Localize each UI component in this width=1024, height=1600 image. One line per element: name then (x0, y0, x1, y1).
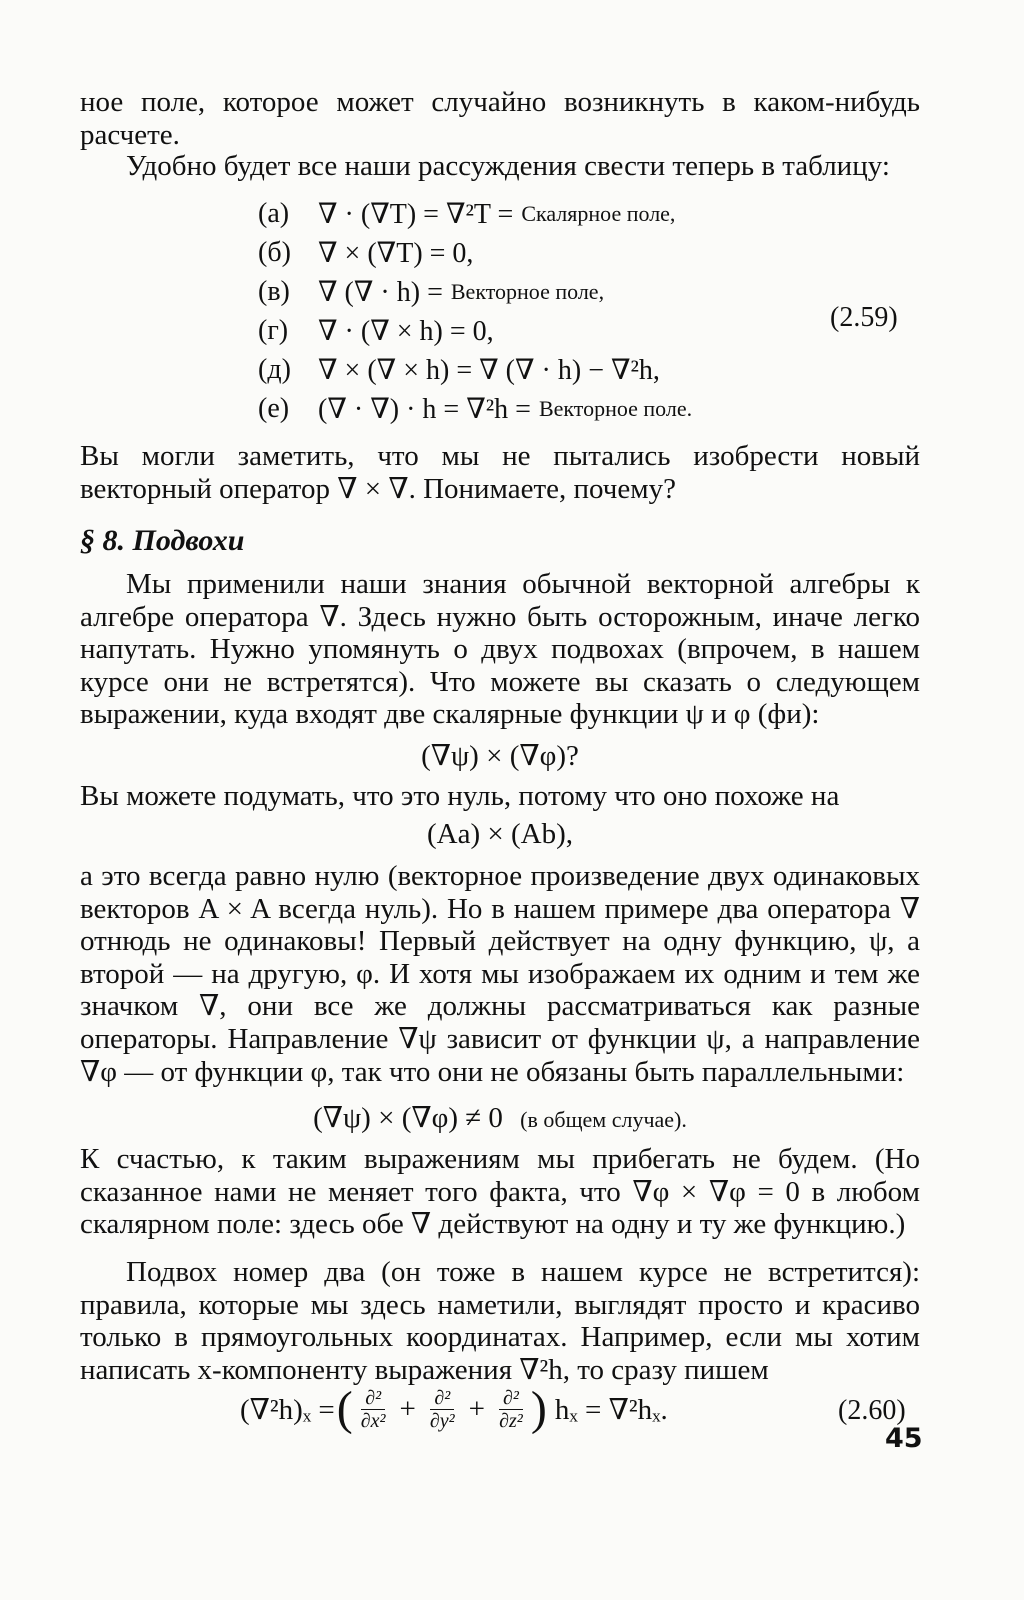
fraction-y: $\frac{\text{∂²}}{\text{∂y²}}$ (429, 1386, 455, 1432)
formula-laplacian-component: (∇²h)ₓ = ( $\frac{\text{∂²}}{\text{∂x²}}$ + $\frac{\text{∂²}}{\text{∂y²}}$ + $\frac{\text{∂²}}{\text{∂z²}}$ ) hₓ = ∇²hₓ. (240, 1382, 668, 1435)
equation-number-260: (2.60) (838, 1395, 906, 1426)
section-heading: § 8. Подвохи (80, 524, 245, 557)
equation-row-v: (в) ∇ (∇ · h) = Векторное поле, (258, 275, 605, 308)
paragraph-question: Вы могли заметить, что мы не пытались изобрести новый векторный оператор ∇ × ∇. Понимаете, почему? (80, 440, 920, 505)
formula-not-zero: (∇ψ) × (∇φ) ≠ 0 (в общем случае). (313, 1102, 687, 1134)
fraction-z: $\frac{\text{∂²}}{\text{∂z²}}$ (499, 1386, 523, 1432)
paragraph-pitfalls-intro: Мы применили наши знания обычной векторной алгебры к алгебре оператора ∇. Здесь нужно быть осторожным, иначе легко напутать. Нужно упомянуть о двух подвохах (впрочем, в нашем курсе они не встретятся). Что можете вы сказать о следующем выражении, куда входят две скалярные функции ψ и φ (фи): (80, 568, 920, 731)
paragraph-continuation: ное поле, которое может случайно возникнуть в каком-нибудь расчете. (80, 86, 920, 151)
equation-number-259: (2.59) (830, 302, 898, 333)
paragraph-fortunately: К счастью, к таким выражениям мы прибегать не будем. (Но сказанное нами не меняет того факта, что ∇φ × ∇φ = 0 в любом скалярном поле: здесь обе ∇ действуют на одну и ту же функцию.) (80, 1143, 920, 1241)
equation-row-b: (б) ∇ × (∇T) = 0, (258, 236, 474, 269)
paragraph-looks-zero: Вы можете подумать, что это нуль, потому что оно похоже на (80, 780, 840, 812)
equation-row-g: (г) ∇ · (∇ × h) = 0, (258, 314, 494, 347)
paragraph-table-intro: Удобно будет все наши рассуждения свести теперь в таблицу: (126, 150, 890, 182)
equation-row-d: (д) ∇ × (∇ × h) = ∇ (∇ · h) − ∇²h, (258, 353, 660, 386)
equation-row-a: (а) ∇ · (∇T) = ∇²T = Скалярное поле, (258, 197, 676, 230)
fraction-x: $\frac{\text{∂²}}{\text{∂x²}}$ (360, 1386, 386, 1432)
formula-aa-ab: (Aa) × (Ab), (427, 818, 573, 850)
page-number: 45 (885, 1423, 923, 1454)
formula-cross-grad: (∇ψ) × (∇φ)? (421, 740, 579, 772)
paragraph-pitfall-two: Подвох номер два (он тоже в нашем курсе не встретится): правила, которые мы здесь наметили, выглядят просто и красиво только в прямоугольных координатах. Например, если мы хотим написать x-компоненту выражения ∇²h, то сразу пишем (80, 1256, 920, 1386)
equation-row-e: (е) (∇ · ∇) · h = ∇²h = Векторное поле. (258, 392, 693, 425)
paragraph-operators: а это всегда равно нулю (векторное произведение двух одинаковых векторов A × A всегда нуль). Но в нашем примере два оператора ∇ отнюдь не одинаковы! Первый действует на одну функцию, ψ, а второй — на другую, φ. И хотя мы изображаем их одним и тем же значком ∇, они все же должны рассматриваться как разные операторы. Направление ∇ψ зависит от функции ψ, а направление ∇φ — от функции φ, так что они не обязаны быть параллельными: (80, 860, 920, 1088)
